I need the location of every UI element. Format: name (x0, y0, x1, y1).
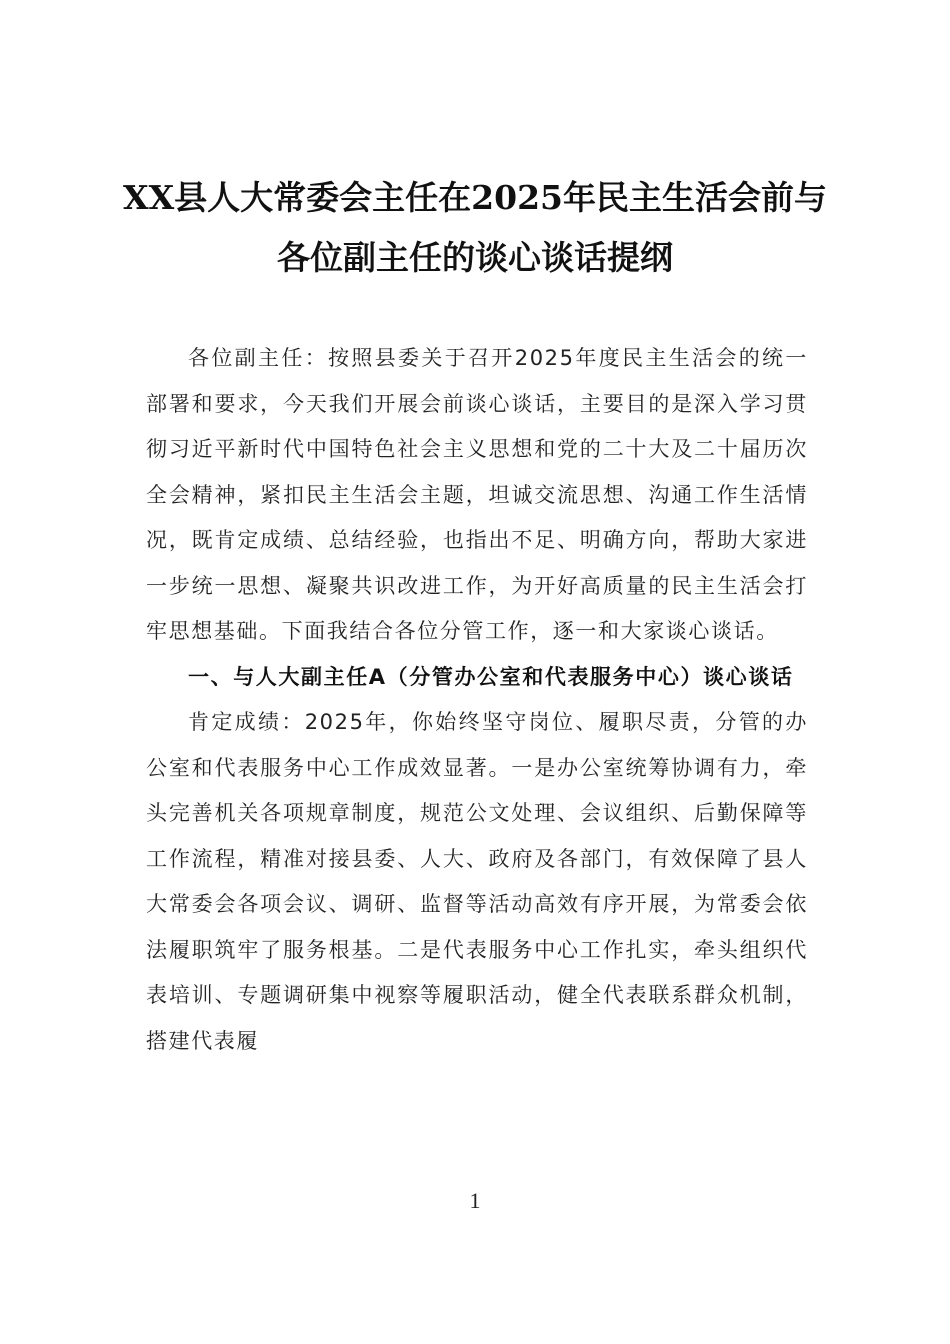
achievements-paragraph: 肯定成绩：2025年，你始终坚守岗位、履职尽责，分管的办公室和代表服务中心工作成效显著。一是办公室统筹协调有力，牵头完善机关各项规章制度，规范公文处理、会议组织、后勤保障等工作流程，精准对接县委、人大、政府及各部门，有效保障了县人大常委会各项会议、调研、监督等活动高效有序开展，为常委会依法履职筑牢了服务根基。二是代表服务中心工作扎实，牵头组织代表培训、专题调研集中视察等履职活动，健全代表联系群众机制，搭建代表履 (146, 710, 808, 1053)
page-number: 1 (469, 1188, 481, 1213)
document-title: XX县人大常委会主任在2025年民主生活会前与各位副主任的谈心谈话提纲 (122, 178, 828, 277)
section-heading: 一、与人大副主任A（分管办公室和代表服务中心）谈心谈话 (188, 664, 794, 689)
intro-paragraph: 各位副主任：按照县委关于召开2025年度民主生活会的统一部署和要求，今天我们开展会前谈心谈话，主要目的是深入学习贯彻习近平新时代中国特色社会主义思想和党的二十大及二十届历次全会精神，紧扣民主生活会主题，坦诚交流思想、沟通工作生活情况，既肯定成绩、总结经验，也指出不足、明确方向，帮助大家进一步统一思想、凝聚共识改进工作，为开好高质量的民主生活会打牢思想基础。下面我结合各位分管工作，逐一和大家谈心谈话。 (146, 346, 808, 643)
document-body (146, 336, 808, 1064)
